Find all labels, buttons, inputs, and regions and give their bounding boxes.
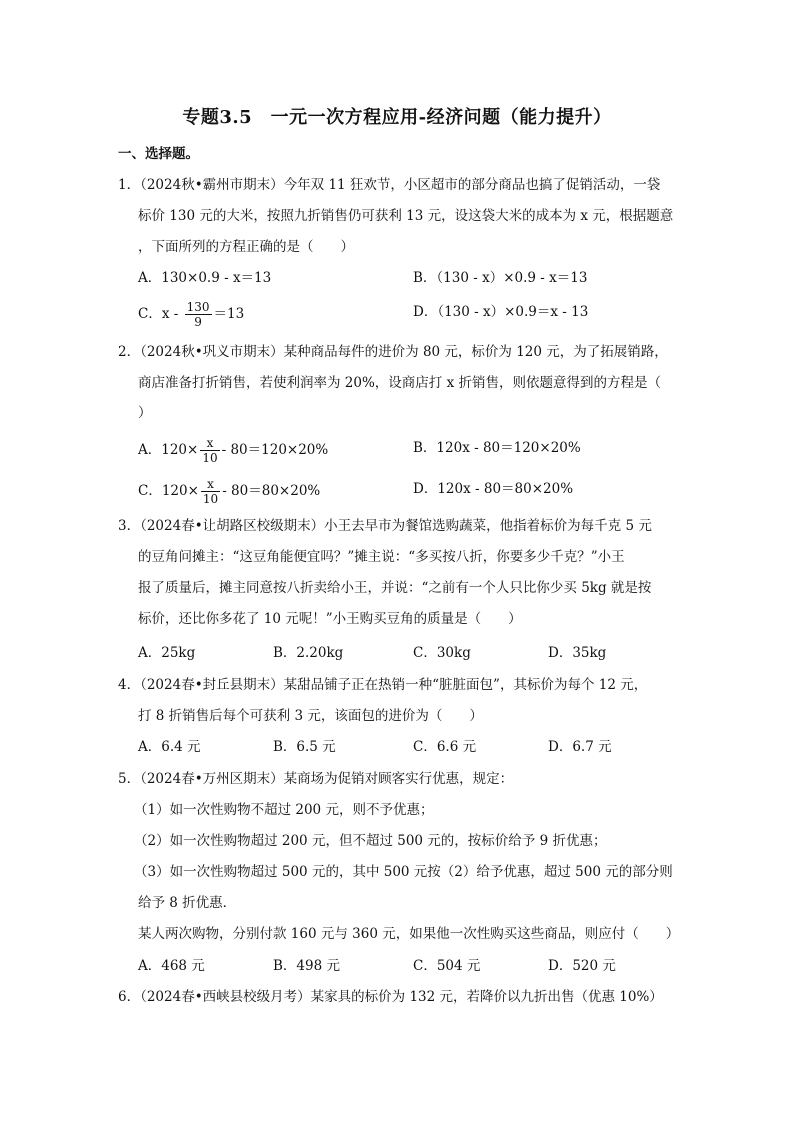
q4-line2: 打 8 折销售后每个可获利 3 元，该面包的进价为（ ） <box>138 708 483 724</box>
q5-rule3a: （3）如一次性购物超过 500 元的，其中 500 元按（2）给予优惠，超过 500 元的部分则 <box>134 864 673 880</box>
q4-line1: 4．（2024春•封丘县期末）某甜品铺子正在热销一种“脏脏面包”，其标价为每个 12 元， <box>118 677 648 693</box>
q2-line2: 商店准备打折销售，若使利润率为 20%，设商店打 x 折销售，则依题意得到的方程是（ <box>138 375 661 391</box>
q2-option-a-suffix: - 80＝120×20% <box>221 442 329 458</box>
q4-option-d: D．6.7 元 <box>548 739 612 755</box>
q1-line3: ，下面所列的方程正确的是（ ） <box>138 239 354 255</box>
q5-rule2: （2）如一次性购物超过 200 元，但不超过 500 元的，按标价给予 9 折优惠； <box>134 833 607 849</box>
q6-line1: 6．（2024春•西峡县校级月考）某家具的标价为 132 元，若降价以九折出售（优惠 10%） <box>118 989 663 1005</box>
q5-rule3b: 给予 8 折优惠． <box>138 895 237 911</box>
q1-option-c <box>138 300 244 329</box>
q5-rule1: （1）如一次性购物不超过 200 元，则不予优惠； <box>134 802 434 818</box>
section-heading: 一、选择题。 <box>118 146 199 162</box>
q2-option-c <box>138 477 320 506</box>
q2-option-a-numerator: x <box>200 436 219 451</box>
q4-option-c: C．6.6 元 <box>413 739 477 755</box>
q2-option-a-fraction <box>200 436 219 465</box>
q2-option-a-prefix: A．120× <box>138 442 199 458</box>
q5-option-a: A．468 元 <box>138 958 205 974</box>
page-title: 专题3.5 一元一次方程应用-经济问题（能力提升） <box>182 107 612 128</box>
q5-option-b: B．498 元 <box>273 958 340 974</box>
q1-line1: 1．（2024秋•霸州市期末）今年双 11 狂欢节，小区超市的部分商品也搞了促销活动，一袋 <box>118 177 661 193</box>
q2-line3: ） <box>138 405 152 421</box>
q4-option-b: B．6.5 元 <box>273 739 336 755</box>
q2-option-c-fraction <box>201 477 220 506</box>
q3-option-a: A．25kg <box>138 645 196 661</box>
q2-option-c-prefix: C．120× <box>138 483 199 499</box>
q2-option-c-suffix: - 80＝80×20% <box>222 483 321 499</box>
q1-option-c-prefix: C．x - <box>138 306 179 322</box>
q1-option-c-suffix: ＝13 <box>213 306 245 322</box>
q2-option-a <box>138 436 328 465</box>
q3-line2: 的豆角问摊主：“这豆角能便宜吗？”摊主说：“多买按八折，你要多少千克？”小王 <box>138 549 625 565</box>
q3-option-d: D．35kg <box>548 645 607 661</box>
q5-line2: 某人两次购物，分别付款 160 元与 360 元，如果他一次性购买这些商品，则应付（ ） <box>138 926 680 942</box>
q1-option-d: D．（130 - x）×0.9＝x - 13 <box>413 304 589 320</box>
q1-option-c-denominator: 9 <box>194 315 202 329</box>
q3-option-b: B．2.20kg <box>273 645 344 661</box>
q2-option-a-denominator: 10 <box>202 451 218 465</box>
q3-line3: 报了质量后，摊主同意按八折卖给小王，并说：“之前有一个人只比你少买 5kg 就是按 <box>138 580 652 596</box>
q1-option-c-numerator: 130 <box>186 300 210 314</box>
q1-option-a: A．130×0.9 - x＝13 <box>138 270 272 286</box>
q2-option-c-numerator: x <box>201 477 220 492</box>
q1-option-b: B．（130 - x）×0.9 - x＝13 <box>413 270 588 286</box>
q2-option-b: B．120x - 80＝120×20% <box>413 440 581 456</box>
q3-option-c: C．30kg <box>413 645 471 661</box>
q5-option-d: D．520 元 <box>548 958 616 974</box>
q3-line4: 标价，还比你多花了 10 元呢！”小王购买豆角的质量是（ ） <box>138 611 522 627</box>
q2-option-c-denominator: 10 <box>202 492 219 506</box>
q4-option-a: A．6.4 元 <box>138 739 201 755</box>
q2-line1: 2．（2024秋•巩义市期末）某种商品每件的进价为 80 元，标价为 120 元，为了拓展销路， <box>118 344 668 360</box>
q5-option-c: C．504 元 <box>413 958 481 974</box>
q2-option-d: D．120x - 80＝80×20% <box>413 481 574 497</box>
q1-line2: 标价 130 元的大米，按照九折销售仍可获利 13 元，设这袋大米的成本为 x 元，根据题意 <box>138 208 674 224</box>
q3-line1: 3．（2024春•让胡路区校级期末）小王去早市为餐馆选购蔬菜，他指着标价为每千克 5 元 <box>118 518 652 534</box>
q5-line1: 5．（2024春•万州区期末）某商场为促销对顾客实行优惠，规定： <box>118 771 514 787</box>
q1-option-c-fraction <box>185 300 212 329</box>
